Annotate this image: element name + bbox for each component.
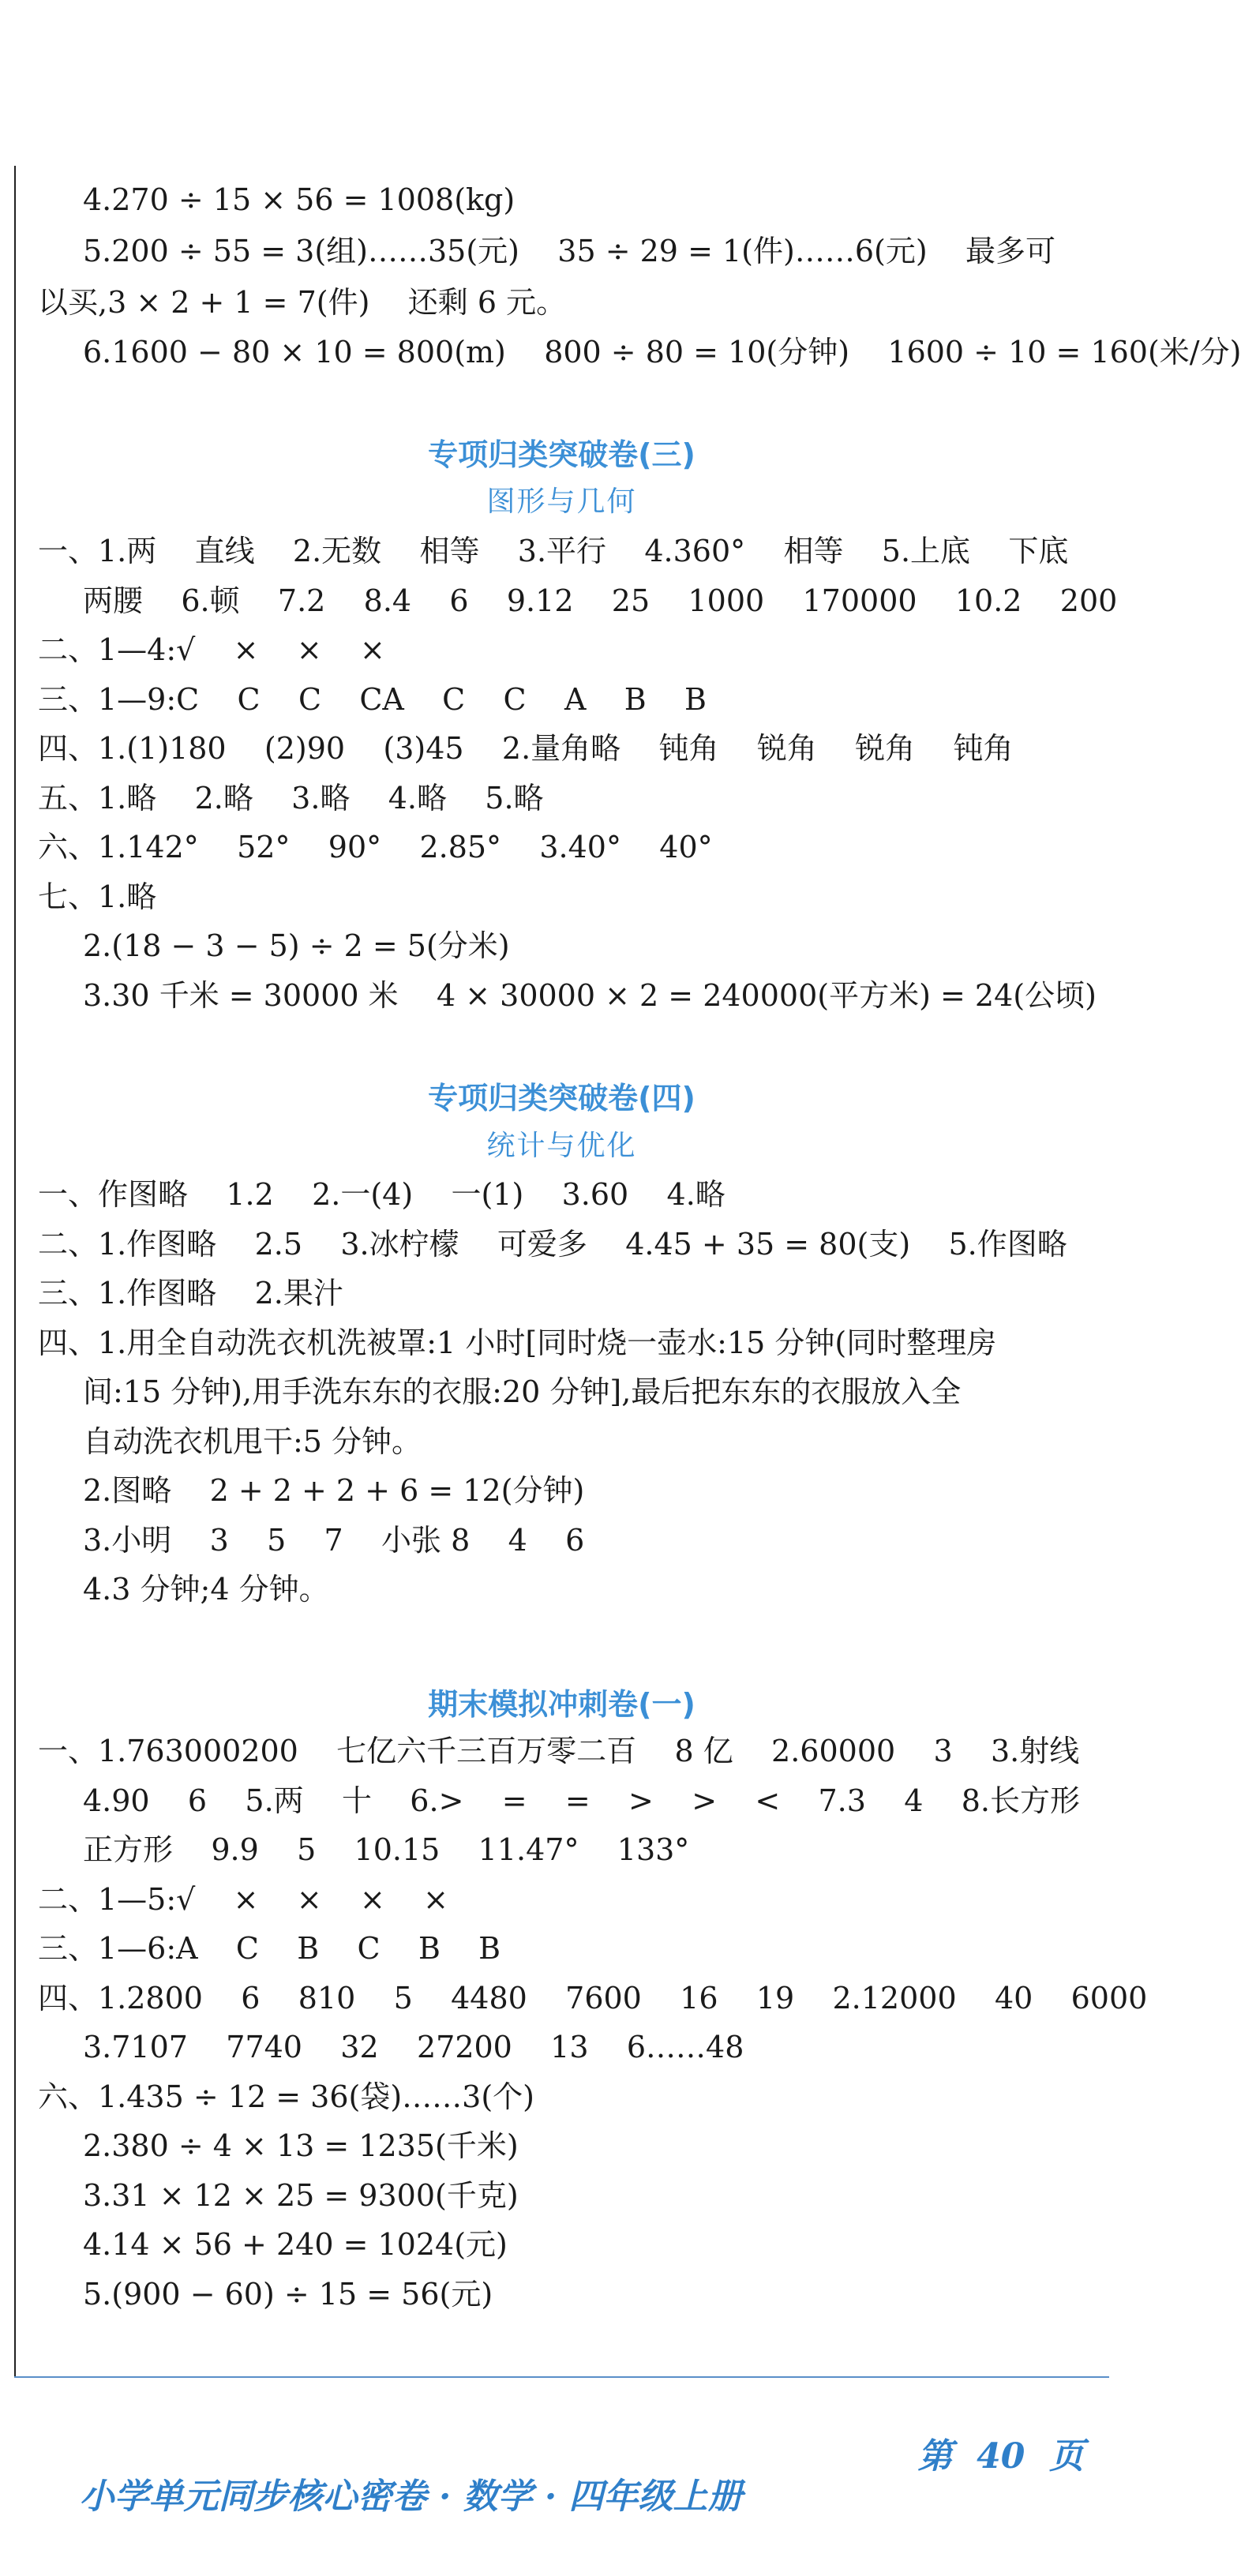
answer-line: 自动洗衣机甩干:5 分钟。 — [83, 1424, 422, 1459]
answer-line: 3.31 × 12 × 25 = 9300(千克) — [83, 2178, 519, 2213]
section-subtitle: 统计与优化 — [486, 1130, 637, 1162]
answer-line: 4.90 6 5.两 十 6.> = = > > < 7.3 4 8.长方形 — [83, 1783, 1080, 1818]
footer-divider — [14, 2376, 1109, 2378]
answer-line: 六、1.435 ÷ 12 = 36(袋)……3(个) — [38, 2079, 534, 2114]
answer-line: 5.200 ÷ 55 = 3(组)……35(元) 35 ÷ 29 = 1(件)……6(元) 最多可 — [83, 234, 1055, 268]
answer-line: 一、1.763000200 七亿六千三百万零二百 8 亿 2.60000 3 3.射线 — [38, 1734, 1080, 1768]
answer-line: 6.1600 − 80 × 10 = 800(m) 800 ÷ 80 = 10(分钟) 1600 ÷ 10 = 160(米/分) — [83, 335, 1241, 369]
answer-line: 一、1.两 直线 2.无数 相等 3.平行 4.360° 相等 5.上底 下底 — [38, 534, 1069, 568]
answer-line: 4.270 ÷ 15 × 56 = 1008(kg) — [83, 182, 516, 217]
section-subtitle: 图形与几何 — [486, 486, 637, 518]
answer-line: 五、1.略 2.略 3.略 4.略 5.略 — [38, 781, 544, 816]
answer-line: 四、1.2800 6 810 5 4480 7600 16 19 2.12000 40 6000 — [38, 1981, 1148, 2015]
answer-line: 一、作图略 1.2 2.一(4) 一(1) 3.60 4.略 — [38, 1177, 725, 1212]
answer-line: 4.14 × 56 + 240 = 1024(元) — [83, 2227, 508, 2262]
answer-line: 四、1.用全自动洗衣机洗被罩:1 小时[同时烧一壶水:15 分钟(同时整理房 — [38, 1325, 997, 1360]
answer-line: 4.3 分钟;4 分钟。 — [83, 1572, 329, 1607]
answer-line: 六、1.142° 52° 90° 2.85° 3.40° 40° — [38, 830, 713, 864]
answer-line: 三、1.作图略 2.果汁 — [38, 1276, 343, 1310]
answer-line: 2.图略 2 + 2 + 2 + 6 = 12(分钟) — [83, 1473, 585, 1508]
section-title: 专项归类突破卷(四) — [428, 1081, 695, 1116]
answer-line: 七、1.略 — [38, 879, 157, 914]
answer-line: 三、1—9:C C C CA C C A B B — [38, 682, 707, 717]
section-title: 专项归类突破卷(三) — [428, 437, 695, 472]
answer-line: 2.380 ÷ 4 × 13 = 1235(千米) — [83, 2128, 519, 2163]
book-title: 小学单元同步核心密卷 · 数学 · 四年级上册 — [79, 2477, 743, 2517]
answer-line: 3.7107 7740 32 27200 13 6……48 — [83, 2030, 744, 2064]
answer-line: 2.(18 − 3 − 5) ÷ 2 = 5(分米) — [83, 928, 510, 963]
answer-line: 两腰 6.顿 7.2 8.4 6 9.12 25 1000 170000 10.2 200 — [83, 583, 1118, 618]
answer-line: 正方形 9.9 5 10.15 11.47° 133° — [83, 1832, 690, 1867]
answer-line: 以买,3 × 2 + 1 = 7(件) 还剩 6 元。 — [38, 285, 567, 320]
answer-line: 三、1—6:A C B C B B — [38, 1931, 501, 1966]
page-number: 第 40 页 — [917, 2436, 1084, 2477]
answer-line: 5.(900 − 60) ÷ 15 = 56(元) — [83, 2277, 493, 2312]
answer-line: 二、1—4:√ × × × — [38, 632, 385, 667]
answer-line: 二、1.作图略 2.5 3.冰柠檬 可爱多 4.45 + 35 = 80(支) 5.作图略 — [38, 1227, 1067, 1262]
answer-line: 间:15 分钟),用手洗东东的衣服:20 分钟],最后把东东的衣服放入全 — [83, 1374, 962, 1409]
answer-line: 3.30 千米 = 30000 米 4 × 30000 × 2 = 240000(平方米) = 24(公顷) — [83, 978, 1097, 1013]
answer-line: 3.小明 3 5 7 小张 8 4 6 — [83, 1523, 585, 1558]
answer-line: 二、1—5:√ × × × × — [38, 1882, 448, 1917]
answer-line: 四、1.(1)180 (2)90 (3)45 2.量角略 钝角 锐角 锐角 钝角 — [38, 731, 1014, 766]
page-footer — [55, 2428, 1084, 2559]
section-title: 期末模拟冲刺卷(一) — [428, 1687, 695, 1722]
